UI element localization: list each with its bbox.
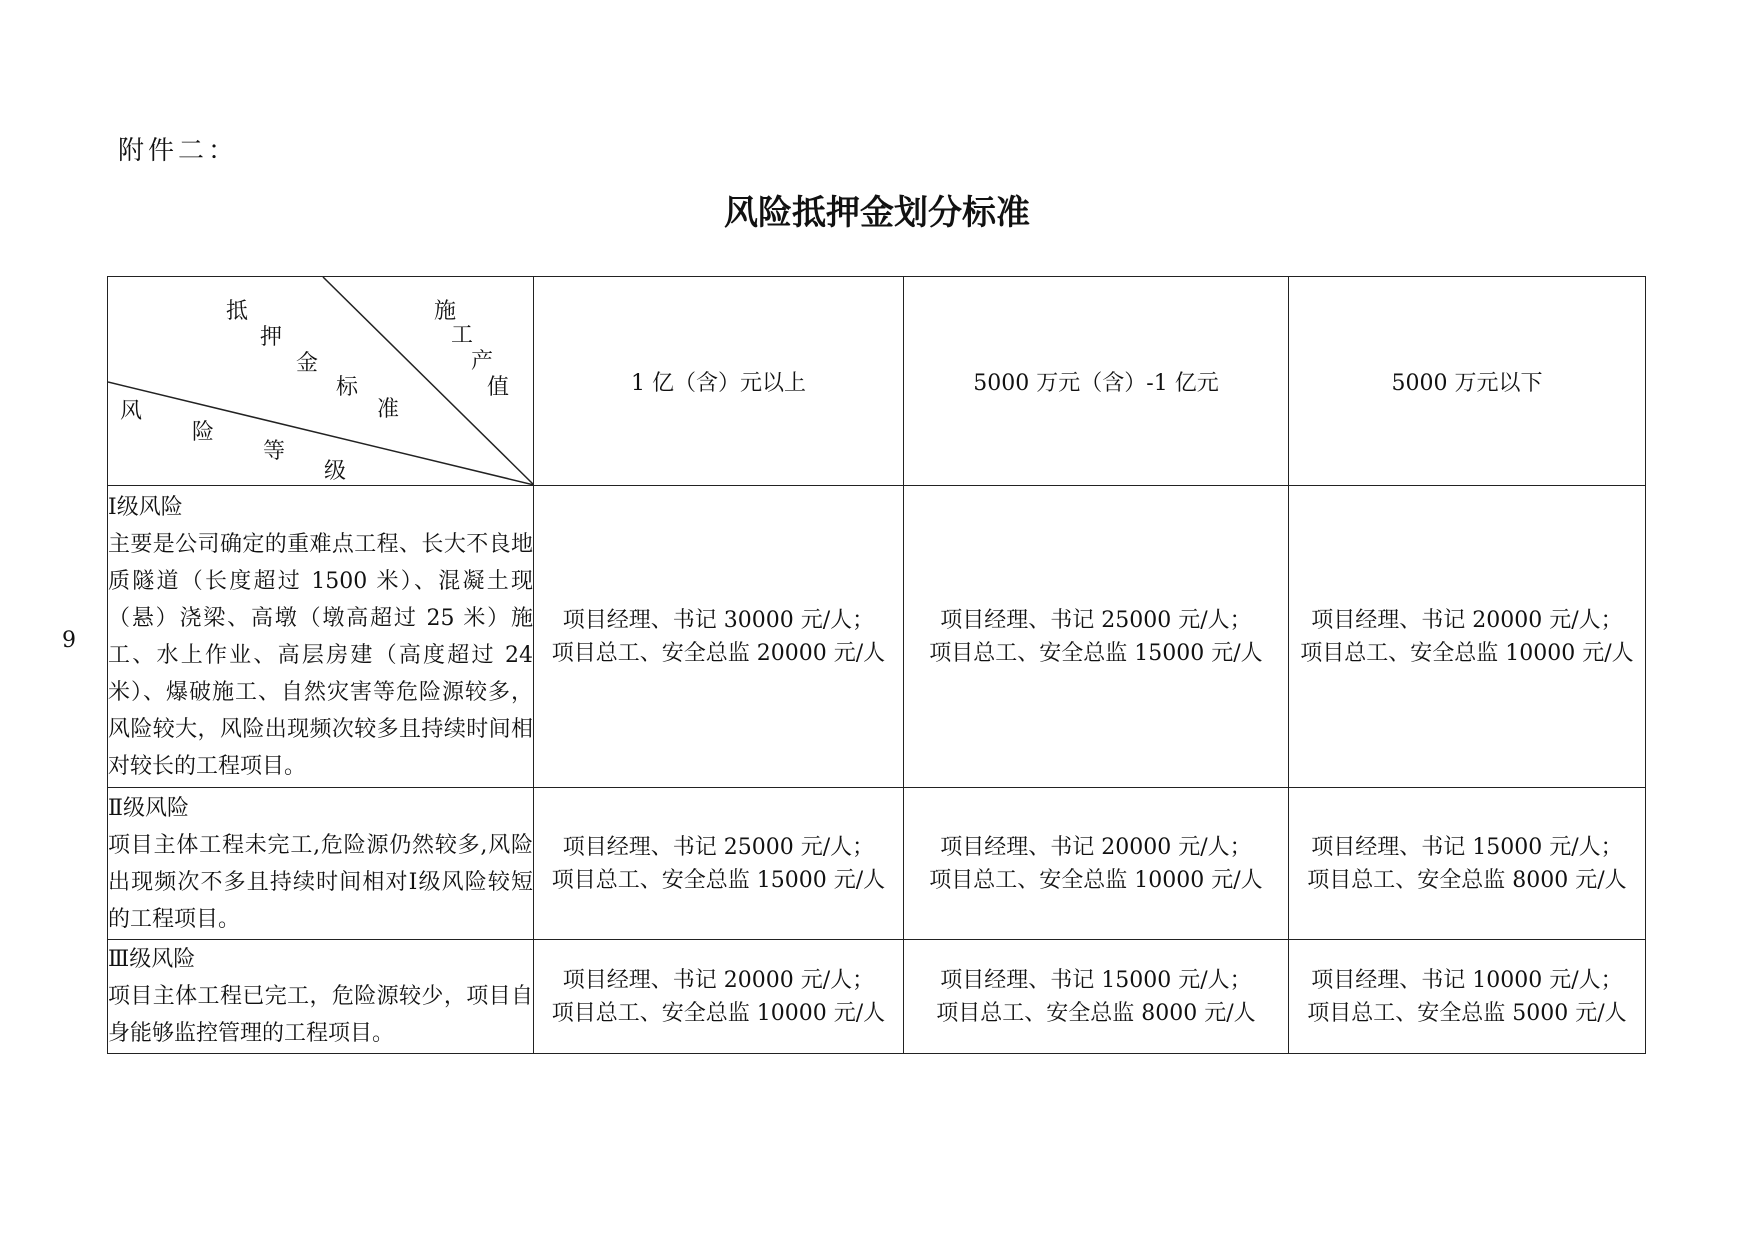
- deposit-cell: [534, 788, 904, 940]
- deposit-line-manager: 项目经理、书记 20000 元/人；: [562, 967, 875, 993]
- deposit-cell: [1289, 788, 1646, 940]
- deposit-line-engineer: 项目总工、安全总监 10000 元/人: [551, 1000, 886, 1026]
- risk-level-description: 项目主体工程已完工，危险源较少，项目自身能够监控管理的工程项目。: [108, 984, 533, 1046]
- corner-bottom-char-3: 等: [263, 439, 286, 464]
- diagonal-header-cell: [108, 277, 534, 486]
- deposit-line-manager: 项目经理、书记 15000 元/人；: [1311, 834, 1623, 860]
- deposit-line-manager: 项目经理、书记 25000 元/人；: [940, 607, 1252, 633]
- corner-top-char-2: 工: [451, 323, 474, 348]
- column-header-2: 5000 万元（含）-1 亿元: [904, 277, 1289, 486]
- deposit-standard-table: [107, 276, 1646, 1054]
- corner-mid-char-5: 准: [377, 397, 400, 422]
- corner-mid-char-1: 抵: [226, 299, 249, 324]
- column-header-3: 5000 万元以下: [1289, 277, 1646, 486]
- deposit-line-engineer: 项目总工、安全总监 10000 元/人: [1300, 640, 1634, 666]
- page-number: 9: [62, 628, 76, 653]
- deposit-line-engineer: 项目总工、安全总监 10000 元/人: [929, 867, 1263, 893]
- deposit-line-manager: 项目经理、书记 20000 元/人；: [940, 834, 1252, 860]
- corner-mid-char-2: 押: [260, 325, 283, 350]
- table-row: [108, 940, 1646, 1054]
- deposit-line-engineer: 项目总工、安全总监 20000 元/人: [551, 640, 886, 666]
- annex-label: 附件二：: [118, 136, 239, 166]
- risk-level-cell: [108, 486, 534, 788]
- deposit-line-manager: 项目经理、书记 25000 元/人；: [562, 834, 875, 860]
- table-row: [108, 788, 1646, 940]
- deposit-line-engineer: 项目总工、安全总监 15000 元/人: [551, 867, 886, 893]
- corner-top-char-4: 值: [487, 375, 510, 400]
- risk-level-title: Ⅲ级风险: [108, 947, 196, 972]
- deposit-line-engineer: 项目总工、安全总监 8000 元/人: [1307, 867, 1627, 893]
- corner-mid-char-4: 标: [336, 375, 359, 400]
- deposit-line-manager: 项目经理、书记 10000 元/人；: [1311, 967, 1623, 993]
- column-header-1: 1 亿（含）元以上: [534, 277, 904, 486]
- deposit-cell: [534, 486, 904, 788]
- deposit-cell: [904, 486, 1289, 788]
- deposit-line-engineer: 项目总工、安全总监 15000 元/人: [929, 640, 1263, 666]
- risk-level-title: Ⅱ级风险: [108, 795, 189, 821]
- deposit-line-manager: 项目经理、书记 20000 元/人；: [1311, 607, 1623, 633]
- corner-bottom-char-2: 险: [192, 420, 215, 445]
- diagonal-lines: [108, 277, 534, 485]
- deposit-cell: [1289, 486, 1646, 788]
- risk-level-description: 主要是公司确定的重难点工程、长大不良地质隧道（长度超过 1500 米）、混凝土现（悬）浇梁、高墩（墩高超过 25 米）施工、水上作业、高层房建（高度超过 24 米）、爆破施工、自然灾害等危险源较多，风险较大，风险出现频次较多且持续时间相对较长的工程项目。: [108, 531, 533, 779]
- risk-level-title: Ⅰ级风险: [108, 494, 183, 520]
- deposit-cell: [904, 788, 1289, 940]
- corner-top-char-1: 施: [434, 299, 457, 324]
- corner-bottom-char-1: 风: [120, 399, 143, 424]
- deposit-line-engineer: 项目总工、安全总监 8000 元/人: [936, 1000, 1256, 1026]
- table-header-row: [108, 277, 1646, 486]
- corner-bottom-char-4: 级: [324, 459, 347, 484]
- corner-mid-char-3: 金: [296, 351, 319, 376]
- risk-level-cell: [108, 940, 534, 1054]
- page-title: 风险抵押金划分标准: [724, 193, 1030, 233]
- deposit-line-manager: 项目经理、书记 30000 元/人；: [562, 607, 875, 633]
- deposit-cell: [1289, 940, 1646, 1054]
- deposit-line-engineer: 项目总工、安全总监 5000 元/人: [1307, 1000, 1627, 1026]
- table-row: [108, 486, 1646, 788]
- corner-top-char-3: 产: [471, 349, 494, 374]
- risk-level-description: 项目主体工程未完工,危险源仍然较多,风险出现频次不多且持续时间相对Ⅰ级风险较短的工程项目。: [108, 832, 533, 932]
- deposit-line-manager: 项目经理、书记 15000 元/人；: [940, 967, 1252, 993]
- deposit-cell: [904, 940, 1289, 1054]
- risk-level-cell: [108, 788, 534, 940]
- deposit-cell: [534, 940, 904, 1054]
